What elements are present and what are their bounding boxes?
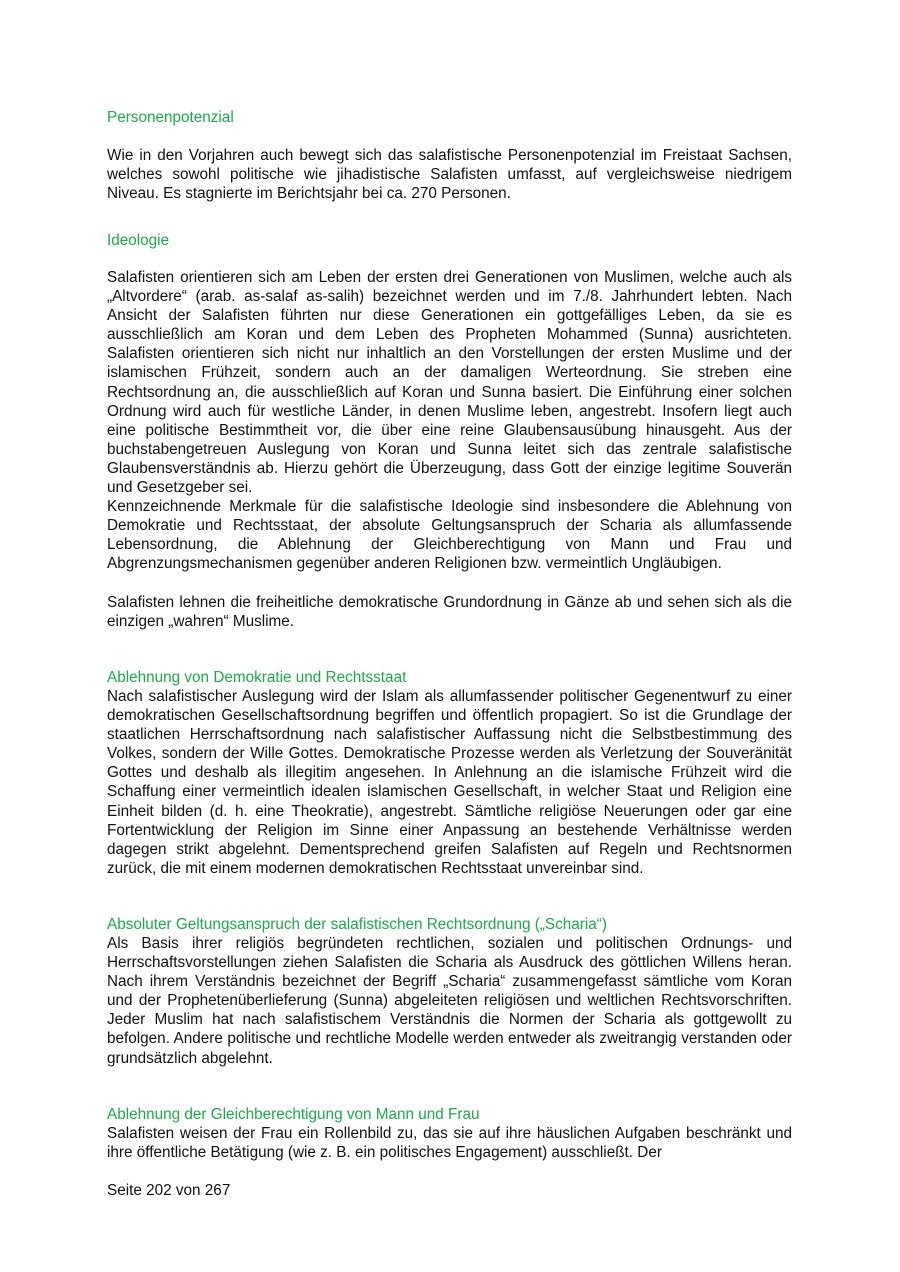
heading-ideologie: Ideologie	[107, 232, 170, 249]
paragraph-demokratie: Nach salafistischer Auslegung wird der Islam als allumfassender politischer Gegenentwurf zu einer demokratischen Gesellschaftsordnung begriffen und öffentlich propagiert. So ist die Grundlage der staatlichen Herrschaftsordnung nach salafistischer Auffassung nicht die Selbstbestimmung des Volkes, sondern der Wille Gottes. Demokratische Prozesse werden als Verletzung der Souveränität Gottes und deshalb als illegitim angesehen. In Anlehnung an die islamische Frühzeit wird die Schaffung einer vermeintlich idealen islamischen Gesellschaft, in welcher Staat und Religion eine Einheit bilden (d. h. eine Theokratie), angestrebt. Sämtliche religiöse Neuerungen oder gar eine Fortentwicklung der Religion im Sinne einer Anpassung an bestehende Verhältnisse werden dagegen strikt abgelehnt. Dementsprechend greifen Salafisten auf Regeln und Rechtsnormen zurück, die mit einem modernen demokratischen Rechtsstaat unvereinbar sind.	[107, 688, 792, 877]
heading-scharia: Absoluter Geltungsanspruch der salafistischen Rechtsordnung („Scharia“)	[107, 916, 607, 933]
paragraph-scharia: Als Basis ihrer religiös begründeten rechtlichen, sozialen und politischen Ordnungs- und Herrschaftsvorstellungen ziehen Salafisten die Scharia als Ausdruck des göttlichen Willens heran. Nach ihrem Verständnis bezeichnet der Begriff „Scharia“ zusammengefasst sämtliche vom Koran und der Prophetenüberlieferung (Sunna) abgeleiteten religiösen und weltlichen Rechtsvorschriften. Jeder Muslim hat nach salafistischem Verständnis die Normen der Scharia als gottgewollt zu befolgen. Andere politische und rechtliche Modelle werden entweder als zweitrangig verstanden oder grundsätzlich abgelehnt.	[107, 935, 792, 1067]
heading-gleichberechtigung: Ablehnung der Gleichberechtigung von Mann und Frau	[107, 1106, 480, 1123]
paragraph-ideologie-2: Kennzeichnende Merkmale für die salafistische Ideologie sind insbesondere die Ablehnung von Demokratie und Rechtsstaat, der absolute Geltungsanspruch der Scharia als allumfassende Lebensordnung, die Ablehnung der Gleichberechtigung von Mann und Frau und Abgrenzungsmechanismen gegenüber anderen Religionen bzw. vermeintlich Ungläubigen.	[107, 498, 792, 573]
page-number-footer: Seite 202 von 267	[107, 1182, 231, 1199]
paragraph-gleichberechtigung: Salafisten weisen der Frau ein Rollenbild zu, das sie auf ihre häuslichen Aufgaben beschränkt und ihre öffentliche Betätigung (wie z. B. ein politisches Engagement) ausschließt. Der	[107, 1125, 792, 1162]
heading-demokratie: Ablehnung von Demokratie und Rechtsstaat	[107, 669, 407, 686]
paragraph-personenpotenzial: Wie in den Vorjahren auch bewegt sich das salafistische Personenpotenzial im Freistaat Sachsen, welches sowohl politische wie jihadistische Salafisten umfasst, auf vergleichsweise niedrigem Niveau. Es stagnierte im Berichtsjahr bei ca. 270 Personen.	[107, 147, 792, 203]
heading-personenpotenzial: Personenpotenzial	[107, 109, 234, 126]
paragraph-ideologie-1: Salafisten orientieren sich am Leben der ersten drei Generationen von Muslimen, welche auch als „Altvordere“ (arab. as-salaf as-salih) bezeichnet werden und im 7./8. Jahrhundert lebten. Nach Ansicht der Salafisten führten nur diese Generationen ein gottgefälliges Leben, da sie es ausschließlich am Koran und dem Leben des Propheten Mohammed (Sunna) ausrichteten. Salafisten orientieren sich nicht nur inhaltlich an den Vorstellungen der ersten Muslime und der islamischen Frühzeit, sondern auch an der damaligen Werteordnung. Sie streben eine Rechtsordnung an, die ausschließlich auf Koran und Sunna basiert. Die Einführung einer solchen Ordnung wird auch für westliche Länder, in denen Muslime leben, angestrebt. Insofern liegt auch eine politische Bestimmtheit vor, die über eine reine Glaubensausübung hinausgeht. Aus der buchstabengetreuen Auslegung von Koran und Sunna leitet sich das zentrale salafistische Glaubensverständnis ab. Hierzu gehört die Überzeugung, dass Gott der einzige legitime Souverän und Gesetzgeber sei.	[107, 269, 792, 497]
paragraph-ideologie-3: Salafisten lehnen die freiheitliche demokratische Grundordnung in Gänze ab und sehen sich als die einzigen „wahren“ Muslime.	[107, 594, 792, 631]
